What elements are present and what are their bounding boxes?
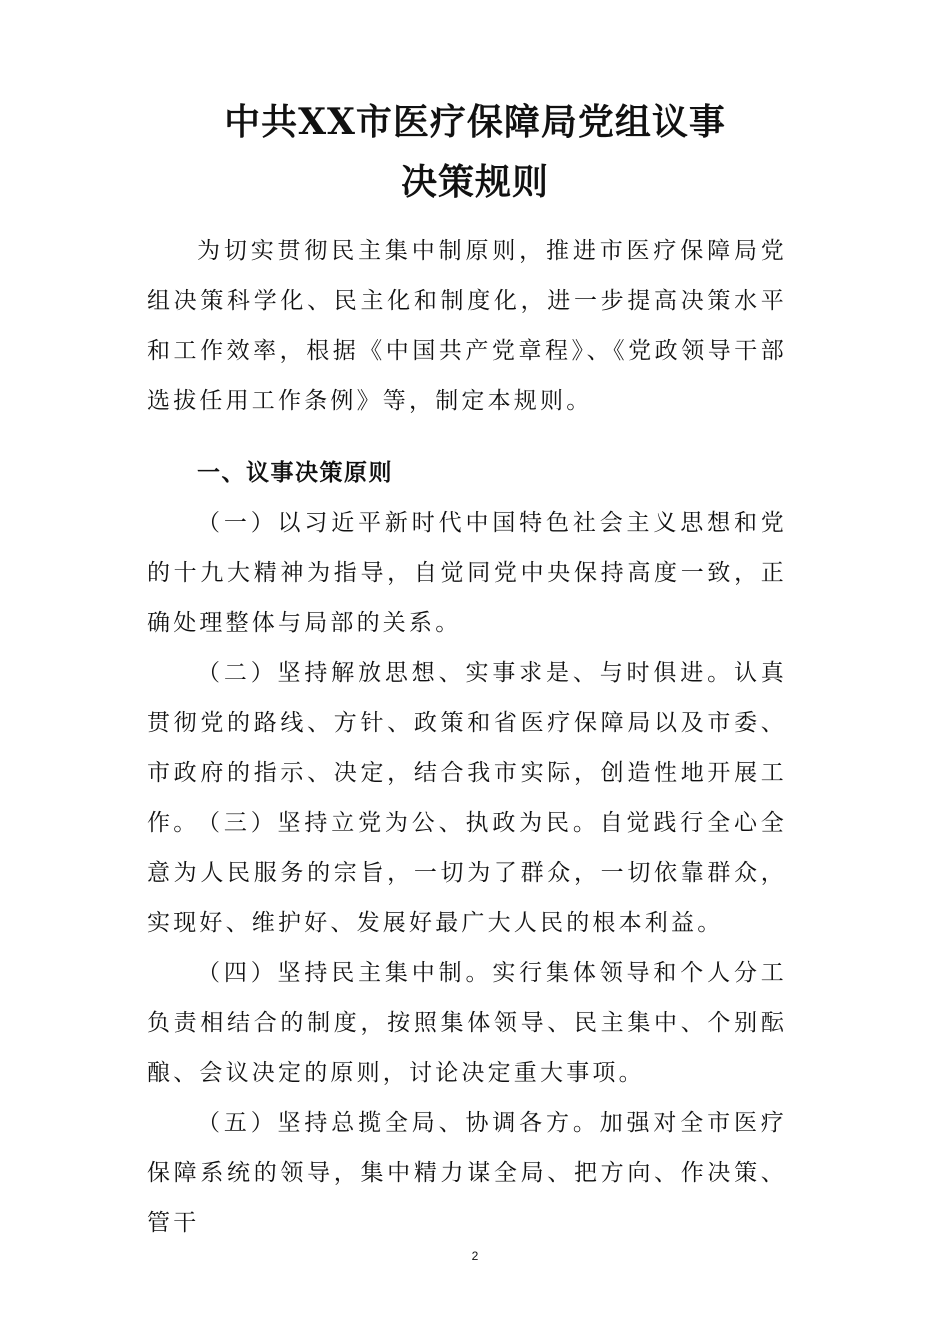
- principle-paragraph-1: （一）以习近平新时代中国特色社会主义思想和党的十九大精神为指导，自觉同党中央保持高度一致，正确处理整体与局部的关系。: [147, 510, 787, 636]
- intro-paragraph: 为切实贯彻民主集中制原则，推进市医疗保障局党组决策科学化、民主化和制度化，进一步提高决策水平和工作效率，根据《中国共产党章程》、《党政领导干部选拔任用工作条例》等，制定本规则。: [147, 238, 787, 414]
- principle-paragraph-3: （三）坚持立党为公、执政为民。自觉践行全心全意为人民服务的宗旨，一切为了群众，一切依靠群众，实现好、维护好、发展好最广大人民的根本利益。: [147, 810, 787, 936]
- document-title-line-1: 中共XX市医疗保障局党组议事: [224, 101, 726, 143]
- section-heading: 一、议事决策原则: [197, 460, 393, 486]
- document-title-line-2: 决策规则: [400, 161, 549, 203]
- page-number: 2: [471, 1249, 479, 1263]
- principle-paragraph-5: （五）坚持总揽全局、协调各方。加强对全市医疗保障系统的领导，集中精力谋全局、把方向、作决策、管干: [147, 1110, 787, 1236]
- principle-paragraph-2: （二）坚持解放思想、实事求是、与时俱进。认真贯彻党的路线、方针、政策和省医疗保障局以及市委、市政府的指示、决定，结合我市实际，创造性地开展工作。: [147, 660, 787, 836]
- principle-paragraph-4: （四）坚持民主集中制。实行集体领导和个人分工负责相结合的制度，按照集体领导、民主集中、个别酝酿、会议决定的原则，讨论决定重大事项。: [147, 960, 787, 1086]
